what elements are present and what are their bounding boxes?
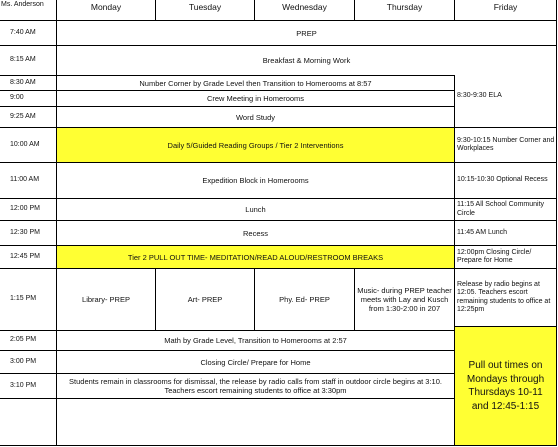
activity-row: Recess <box>57 221 455 246</box>
friday-entry: 11:15 All School Community Circle <box>455 199 557 221</box>
day-header-wednesday: Wednesday <box>255 0 355 21</box>
teacher-name: Ms. Anderson <box>0 0 57 21</box>
time-label: 12:45 PM <box>0 246 57 269</box>
friday-entry: Release by radio begins at 12:05. Teachers escort remaining students to office at 12:25pm <box>455 269 557 327</box>
activity-row: Math by Grade Level, Transition to Homerooms at 2:57 <box>57 331 455 351</box>
time-label: 1:15 PM <box>0 269 57 331</box>
time-label: 3:10 PM <box>0 374 57 399</box>
day-header-tuesday: Tuesday <box>156 0 255 21</box>
empty-cell <box>0 399 57 446</box>
day-header-thursday: Thursday <box>355 0 455 21</box>
friday-entry: 9:30-10:15 Number Corner and Workplaces <box>455 128 557 163</box>
activity-row: Crew Meeting in Homerooms <box>57 91 455 107</box>
activity-row: Students remain in classrooms for dismissal, the release by radio calls from staff in outdoor circle begins at 3:10. Teachers escort remaining students to office at 3:30pm <box>57 374 455 399</box>
time-label: 9:25 AM <box>0 107 57 128</box>
activity-row: Breakfast & Morning Work <box>57 46 557 76</box>
activity-row-highlighted: Daily 5/Guided Reading Groups / Tier 2 Interventions <box>57 128 455 163</box>
time-label: 10:00 AM <box>0 128 57 163</box>
day-header-friday: Friday <box>455 0 557 21</box>
day-header-monday: Monday <box>57 0 156 21</box>
time-label: 8:15 AM <box>0 46 57 76</box>
friday-entry: 10:15-10:30 Optional Recess <box>455 163 557 199</box>
pull-out-times-note: Pull out times on Mondays through Thursdays 10-11 and 12:45-1:15 <box>455 327 557 446</box>
time-label: 7:40 AM <box>0 21 57 46</box>
time-label: 2:05 PM <box>0 331 57 351</box>
special-tuesday: Art- PREP <box>156 269 255 331</box>
empty-cell <box>57 399 455 446</box>
activity-row: Lunch <box>57 199 455 221</box>
special-wednesday: Phy. Ed- PREP <box>255 269 355 331</box>
activity-row: Number Corner by Grade Level then Transition to Homerooms at 8:57 <box>57 76 455 91</box>
activity-row: Expedition Block in Homerooms <box>57 163 455 199</box>
activity-row: Closing Circle/ Prepare for Home <box>57 351 455 374</box>
activity-row: PREP <box>57 21 557 46</box>
time-label: 11:00 AM <box>0 163 57 199</box>
time-label: 9:00 <box>0 91 57 107</box>
friday-entry: 12:00pm Closing Circle/ Prepare for Home <box>455 246 557 269</box>
time-label: 8:30 AM <box>0 76 57 91</box>
friday-entry: 11:45 AM Lunch <box>455 221 557 246</box>
time-label: 12:00 PM <box>0 199 57 221</box>
special-monday: Library- PREP <box>57 269 156 331</box>
activity-row-highlighted: Tier 2 PULL OUT TIME- MEDITATION/READ ALOUD/RESTROOM BREAKS <box>57 246 455 269</box>
special-thursday: Music- during PREP teacher meets with Lay and Kusch from 1:30-2:00 in 207 <box>355 269 455 331</box>
friday-entry: 8:30-9:30 ELA <box>455 66 557 128</box>
activity-row: Word Study <box>57 107 455 128</box>
time-label: 12:30 PM <box>0 221 57 246</box>
time-label: 3:00 PM <box>0 351 57 374</box>
